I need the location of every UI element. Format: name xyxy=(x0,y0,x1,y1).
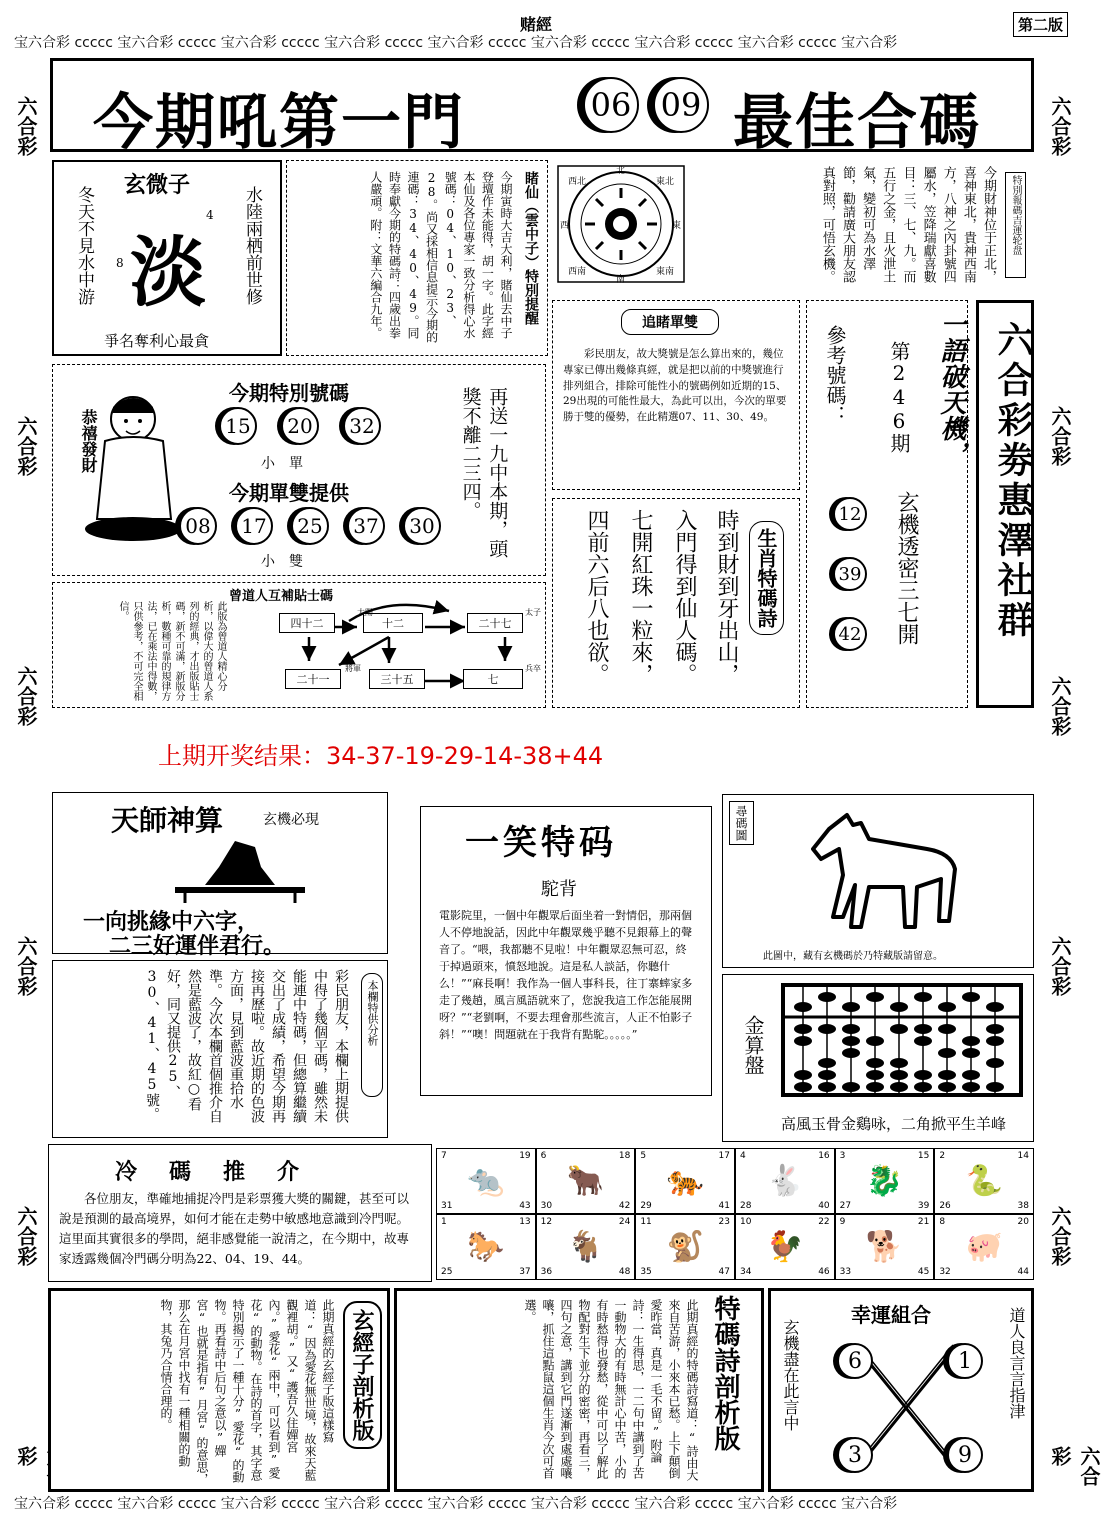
zodiac-number: 20 xyxy=(1017,1217,1029,1227)
flow-node: 三十五 xyxy=(369,669,425,689)
wheel-label: 北 xyxy=(616,166,626,176)
last-result: 上期开奖结果：34-37-19-29-14-38+44 xyxy=(158,742,604,770)
shengxiao-title: 生肖特碼詩 xyxy=(749,521,784,635)
number-ball: 20 xyxy=(281,407,319,445)
zodiac-number: 14 xyxy=(1017,1151,1029,1161)
xuanweizi-title: 玄微子 xyxy=(124,172,191,198)
zodiac-number: 23 xyxy=(718,1217,730,1227)
wheel-label: 西南 xyxy=(568,267,587,277)
lucky-ball: 9 xyxy=(947,1437,983,1473)
tianshi-line: 一向挑緣中六字， xyxy=(83,909,260,935)
lengma-title: 冷碼推介 xyxy=(115,1159,332,1185)
zodiac-number: 24 xyxy=(618,1217,631,1227)
special-balls-1 xyxy=(219,407,381,445)
left-border xyxy=(8,56,40,1496)
zodiac-animal-icon: 🐓 xyxy=(766,1229,804,1265)
danshuang-title: 追睹單雙 xyxy=(621,309,719,335)
zodiac-number: 42 xyxy=(618,1201,631,1211)
xuanjing-title: 玄經子剖析版 xyxy=(343,1301,382,1449)
zodiac-number: 35 xyxy=(640,1267,652,1277)
zodiac-number: 46 xyxy=(818,1267,830,1277)
zodiac-animal-icon: 🐖 xyxy=(965,1229,1003,1265)
caishen-title: 特別報碼吉運轮盘 xyxy=(1005,172,1026,278)
zodiac-cell xyxy=(835,1214,935,1280)
zodiac-number: 26 xyxy=(939,1201,951,1211)
zodiac-number: 48 xyxy=(618,1267,631,1277)
number-ball: 25 xyxy=(291,507,329,545)
number-ball: 37 xyxy=(347,507,385,545)
zodiac-animal-icon: 🐍 xyxy=(965,1163,1003,1199)
shengxiao-panel xyxy=(552,498,800,708)
zodiac-number: 31 xyxy=(441,1201,453,1211)
side-label: 六合彩 xyxy=(1048,406,1072,466)
xuanweizi-bottom: 爭名奪利心最貪 xyxy=(104,332,210,350)
zodiac-number: 45 xyxy=(917,1267,930,1277)
xingyun-panel xyxy=(768,1288,1034,1492)
zodiac-number: 6 xyxy=(540,1151,547,1161)
temashi-body: 此期真經的特碼詩寫道：“詩由大來自苦游，小來本已愁。上下顛倒愛昨當，真是一毛不留。”附論詩：一生得思，一二句中講到了苦一動物大的有時無計心中苦，小的有時愁得也發愁，從中可以了解此物配對生下並分的密密，再看三，四句之意，講到它門遂漸到處處嚷嚷，抓住這點鼠這個生肖今次可首選。 xyxy=(523,1299,699,1481)
flow-tag: 將軍 xyxy=(345,664,361,673)
lucky-ball: 6 xyxy=(837,1343,873,1379)
flow-node: 二十七 xyxy=(467,613,523,633)
zodiac-number: 15 xyxy=(917,1151,930,1161)
zodiac-number: 32 xyxy=(939,1267,951,1277)
banner-ball: 09 xyxy=(653,77,709,133)
flow-node: 十二 xyxy=(363,613,423,633)
right-border xyxy=(1042,56,1101,1496)
yixiao-title: 一笑特码 xyxy=(465,823,617,863)
number-ball: 17 xyxy=(235,507,273,545)
special-title-1: 今期特別號碼 xyxy=(229,381,349,405)
dushen-panel xyxy=(286,160,548,356)
yixiao-subtitle: 駝背 xyxy=(541,879,577,900)
zodiac-number: 16 xyxy=(818,1151,830,1161)
side-label: 六合彩 xyxy=(14,96,38,156)
yuhua-title: 一語破天機， xyxy=(936,311,966,467)
zodiac-number: 29 xyxy=(640,1201,652,1211)
zodiac-animal-icon: 🐕 xyxy=(865,1229,904,1265)
danshuang-panel xyxy=(552,300,800,490)
dushen-title: 睹仙（雲中子）特別提醒 xyxy=(523,171,539,325)
xuanweizi-num: 4 xyxy=(206,208,214,222)
yuhua-period: 第246期 xyxy=(887,341,911,453)
horse-icon xyxy=(799,809,969,937)
group-title: 六合彩劵惠澤社群 xyxy=(992,321,1033,641)
zodiac-cell xyxy=(436,1214,536,1280)
xunma-panel xyxy=(722,794,1034,968)
xuanjing-body: 此期真經的玄經子版這樣寫道：“因為愛花無世境，故來天藍觀裡胡。”又“護吾久住嬋宮內。”愛花“兩中，可以看到”愛花“的動物。在詩的首字，其字意特別揭示了一種十分”愛花“的動物。再看詩中后句之意以”嬋宮“也就是指有”月宮“的意思，那么在月宮中找有一種相關的動物，其兔乃合情合理的。 xyxy=(159,1299,335,1485)
zodiac-number: 25 xyxy=(441,1267,453,1277)
zodiac-cell xyxy=(835,1148,935,1214)
special-title-2: 今期單雙提供 xyxy=(229,481,349,505)
zodiac-cell xyxy=(735,1148,835,1214)
wheel-label: 西 xyxy=(560,221,570,231)
bottom-border-strip: 宝六合彩 ccccc 宝六合彩 ccccc 宝六合彩 ccccc 宝六合彩 ccccc 宝六合彩 ccccc 宝六合彩 ccccc 宝六合彩 ccccc 宝六合彩 ccccc 宝六合彩 xyxy=(14,1496,898,1512)
zodiac-number: 38 xyxy=(1017,1201,1029,1211)
special-sub-2: 小 雙 xyxy=(261,554,303,570)
zodiac-animal-icon: 🐒 xyxy=(666,1229,704,1265)
zodiac-number: 37 xyxy=(519,1267,531,1277)
benlan-panel xyxy=(52,960,388,1138)
zodiac-number: 7 xyxy=(441,1151,447,1161)
zodiac-cell xyxy=(735,1214,835,1280)
masthead: 赌經 xyxy=(520,15,553,34)
side-label: 六合彩 xyxy=(1048,1206,1072,1266)
xunma-label: 尋碼圖 xyxy=(729,801,754,845)
xingyun-title: 幸運組合 xyxy=(851,1303,931,1327)
zodiac-animal-icon: 🐅 xyxy=(666,1163,704,1199)
zodiac-number: 8 xyxy=(939,1217,946,1227)
zodiac-cell xyxy=(635,1214,735,1280)
caishen-body: 今期財神位于正北，喜神東北，貴神西南方，八神之內卦號四屬水，笠降瑞獻喜數目：三、七、九。而五行之金，且火泄土氣，變初可為水澤節，勸請廣大朋友認真對照，可悟玄機。 xyxy=(819,166,996,283)
compass-wheel xyxy=(556,164,686,284)
zodiac-number: 21 xyxy=(917,1217,930,1227)
benlan-body: 彩民朋友，本欄上期提供中得了幾個平碼，雖然未能連中特碼，但總算繼續交出了成績，希望今期再接再歷啦。故近期的色波方面，見到藍波重拾水準。今次本欄首個推介自然是藍波了，故紅○看好，同又提供25、30、41、45號。 xyxy=(144,969,349,1123)
zodiac-number: 18 xyxy=(618,1151,631,1161)
zodiac-number: 11 xyxy=(640,1217,652,1227)
temashi-title: 特碼詩剖析版 xyxy=(710,1295,740,1451)
mascot-figure xyxy=(71,389,181,539)
flow-node: 七 xyxy=(463,669,523,689)
zodiac-number: 2 xyxy=(939,1151,946,1161)
temashi-panel xyxy=(394,1288,764,1492)
number-ball: 39 xyxy=(833,557,867,591)
poem-line: 七開紅珠一粒來， xyxy=(628,509,653,685)
wheel-label: 東北 xyxy=(656,177,675,187)
zodiac-animal-icon: 🐂 xyxy=(566,1163,605,1199)
abacus-icon xyxy=(781,983,1023,1097)
wheel-label: 東南 xyxy=(656,267,675,277)
zodiac-number: 44 xyxy=(1017,1267,1029,1277)
tianshi-tag: 玄機必現 xyxy=(263,812,319,828)
zodiac-animal-icon: 🐐 xyxy=(566,1229,605,1265)
zodiac-grid xyxy=(436,1148,1034,1280)
yixiao-panel xyxy=(420,806,712,1096)
zodiac-number: 33 xyxy=(839,1267,852,1277)
lengma-body: 各位朋友，準確地捕捉冷門是彩票獲大獎的關鍵，甚至可以說是預測的最高境界，如何才能在走勢中敏感地意識到冷門呢。這里面其實很多的學問，絕非感覺能一說清之，在今期中，故專家透露幾個冷門碼分明為22、04、19、44。 xyxy=(59,1191,410,1266)
wheel-label: 東 xyxy=(672,221,682,231)
danshuang-body: 彩民朋友，故大獎號是怎么算出來的，幾位專家已傳出幾條真經，就是把以前的中獎號進行排列組合，排除可能性小的號碼例如近期的15、29出現的可能性最大，為此可以出，今次的單要勝于雙的優勢，在此精選07、11、30、49。 xyxy=(563,348,787,423)
tianshi-panel xyxy=(52,792,388,959)
xingyun-right: 道人良言言指津 xyxy=(1007,1307,1026,1419)
number-ball: 42 xyxy=(833,617,867,651)
zodiac-animal-icon: 🐉 xyxy=(865,1163,904,1199)
zodiac-number: 36 xyxy=(540,1267,553,1277)
headline-banner xyxy=(50,58,1034,158)
side-label: 六合彩 xyxy=(1048,676,1072,736)
special-numbers-panel xyxy=(52,364,546,576)
number-ball: 30 xyxy=(403,507,441,545)
banner-left-text: 今期吼第一門 xyxy=(93,88,465,158)
zodiac-number: 3 xyxy=(839,1151,846,1161)
caishen-panel xyxy=(690,160,1034,294)
lucky-ball: 3 xyxy=(837,1437,873,1473)
xuanweizi-left-col: 冬天不見水中游 xyxy=(74,186,94,305)
poem-line: 四前六后八也欲。 xyxy=(584,509,609,685)
yuhua-panel xyxy=(806,300,968,708)
wheel-label: 西北 xyxy=(568,177,587,187)
zodiac-cell xyxy=(934,1214,1034,1280)
zodiac-number: 28 xyxy=(740,1201,752,1211)
side-label: 彩 xyxy=(14,1446,38,1466)
dushen-body: 今期寅時大吉大利，賭仙去中子登壇作未能得，胡一字。此字經本仙及各位專家一致分析得心水號碼：04、10、23、28。尚又採相信息提示今期的連碼：34、40、49。同時奉獻今期的特碼詩：四歲出拳人嚴頑。附：文華六編合九年。 xyxy=(368,171,513,343)
zodiac-number: 43 xyxy=(519,1201,531,1211)
zodiac-number: 12 xyxy=(540,1217,553,1227)
side-label: 六合彩 xyxy=(1048,1446,1101,1486)
suanpan-panel xyxy=(722,974,1034,1142)
side-label: 六合彩 xyxy=(14,936,38,996)
zodiac-number: 10 xyxy=(740,1217,752,1227)
zodiac-number: 19 xyxy=(519,1151,531,1161)
wheel-label: 南 xyxy=(616,275,626,285)
flow-tag: 太子 xyxy=(525,608,541,617)
xingyun-left: 玄機盡在此言中 xyxy=(781,1319,800,1431)
side-label: 六合彩 xyxy=(14,416,38,476)
daoren-title: 曾道人互補貼士碼 xyxy=(229,589,334,604)
zodiac-number: 5 xyxy=(640,1151,647,1161)
suanpan-caption: 高風玉骨金鷄咏，二角掀平生羊峰 xyxy=(781,1115,1007,1133)
tianshi-title: 天師神算 xyxy=(111,804,224,837)
sage-figure-icon xyxy=(165,833,315,903)
zodiac-number: 1 xyxy=(441,1217,447,1227)
zodiac-cell xyxy=(635,1148,735,1214)
zodiac-number: 27 xyxy=(839,1201,852,1211)
flow-node: 四十二 xyxy=(279,613,335,633)
daoren-body: 此版為曾道人精心分析，以偉大的曾道人系列的經典，才出版貼士碼，新不可滿，新版分析，數種可靠的規律方法，已在乘法中得數，只供參考，不可完全相信。 xyxy=(117,601,226,701)
zodiac-number: 13 xyxy=(519,1217,531,1227)
xuanweizi-panel xyxy=(52,160,282,356)
flow-node: 二十一 xyxy=(285,669,341,689)
zodiac-cell xyxy=(536,1148,636,1214)
special-balls-2 xyxy=(179,507,441,545)
page-number: 第二版 xyxy=(1013,12,1068,37)
zodiac-number: 22 xyxy=(818,1217,830,1227)
number-ball: 08 xyxy=(179,507,217,545)
zodiac-animal-icon: 🐎 xyxy=(467,1229,505,1265)
yuhua-ref-label: 參考號碼： xyxy=(823,325,847,425)
benlan-title: 本欄特供分析 xyxy=(361,973,383,1097)
xunma-caption: 此圖中，藏有玄機碼於乃特藏版請留意。 xyxy=(763,951,943,962)
poem-line: 時到財到牙出山， xyxy=(714,509,739,685)
side-label: 六合彩 xyxy=(14,1206,38,1266)
number-ball: 12 xyxy=(833,497,867,531)
daoren-panel xyxy=(52,582,546,708)
yuhua-tip: 玄機透密三七開 xyxy=(894,491,919,645)
zodiac-number: 34 xyxy=(740,1267,752,1277)
flow-tag: 太陽 xyxy=(357,608,373,617)
side-label: 六合彩 xyxy=(1048,96,1072,156)
side-label: 六合彩 xyxy=(1048,936,1072,996)
yuhua-balls xyxy=(833,497,867,651)
zodiac-number: 41 xyxy=(718,1201,730,1211)
tianshi-line: 二三好運伴君行。 xyxy=(109,933,286,959)
zodiac-number: 47 xyxy=(718,1267,730,1277)
lucky-ball: 1 xyxy=(947,1343,983,1379)
zodiac-number: 9 xyxy=(839,1217,846,1227)
special-sub-1: 小 單 xyxy=(261,456,303,472)
banner-ball: 06 xyxy=(583,77,639,133)
yixiao-body: 電影院里，一個中年觀眾后面坐着一對情侶，那兩個人不停地說話，因此中年觀眾幾乎聽不見銀幕上的聲音了。“喂，我都聽不見啦！中年觀眾忍無可忍，終于掉過頭來，憤怒地說。這是私人談話，你聽什么！”“麻長啊！我作為一個人事科長，往丁寨蟀家多走了幾趟，風言風語就來了，您說我這工作怎能展開呀？”“老劉啊，不要去理會那些流言，人正不怕影子斜！”“噢！問題就在于我背有點駝。。。。。” xyxy=(439,909,693,1042)
side-label: 六合彩 xyxy=(14,666,38,726)
top-border-strip: 宝六合彩 ccccc 宝六合彩 ccccc 宝六合彩 ccccc 宝六合彩 ccccc 宝六合彩 ccccc 宝六合彩 ccccc 宝六合彩 ccccc 宝六合彩 ccccc 宝六合彩 xyxy=(14,35,898,51)
zodiac-number: 40 xyxy=(818,1201,830,1211)
zodiac-animal-icon: 🐇 xyxy=(766,1163,804,1199)
zodiac-number: 30 xyxy=(540,1201,553,1211)
mascot-text: 恭禧發財 xyxy=(79,409,98,473)
xuanweizi-big-char: 淡 xyxy=(130,228,206,317)
special-side-text: 再送一九中本期，頭獎不離二三四。 xyxy=(459,387,509,558)
number-ball: 32 xyxy=(343,407,381,445)
zodiac-number: 39 xyxy=(917,1201,930,1211)
zodiac-animal-icon: 🐀 xyxy=(467,1163,505,1199)
banner-right-text: 最佳合碼 xyxy=(733,88,981,158)
flow-tag: 兵卒 xyxy=(525,664,541,673)
suanpan-label: 金算盤 xyxy=(741,1015,765,1075)
group-panel xyxy=(976,300,1034,708)
lengma-panel xyxy=(48,1144,432,1282)
xuanweizi-num: 8 xyxy=(116,256,124,270)
zodiac-number: 17 xyxy=(718,1151,730,1161)
xuanweizi-right-col: 水陸兩栖前世修 xyxy=(242,186,262,305)
zodiac-cell xyxy=(536,1214,636,1280)
zodiac-number: 4 xyxy=(740,1151,746,1161)
number-ball: 15 xyxy=(219,407,257,445)
xuanjing-panel xyxy=(48,1288,390,1492)
zodiac-cell xyxy=(934,1148,1034,1214)
zodiac-cell xyxy=(436,1148,536,1214)
poem-line: 入門得到仙人碼。 xyxy=(672,509,697,685)
